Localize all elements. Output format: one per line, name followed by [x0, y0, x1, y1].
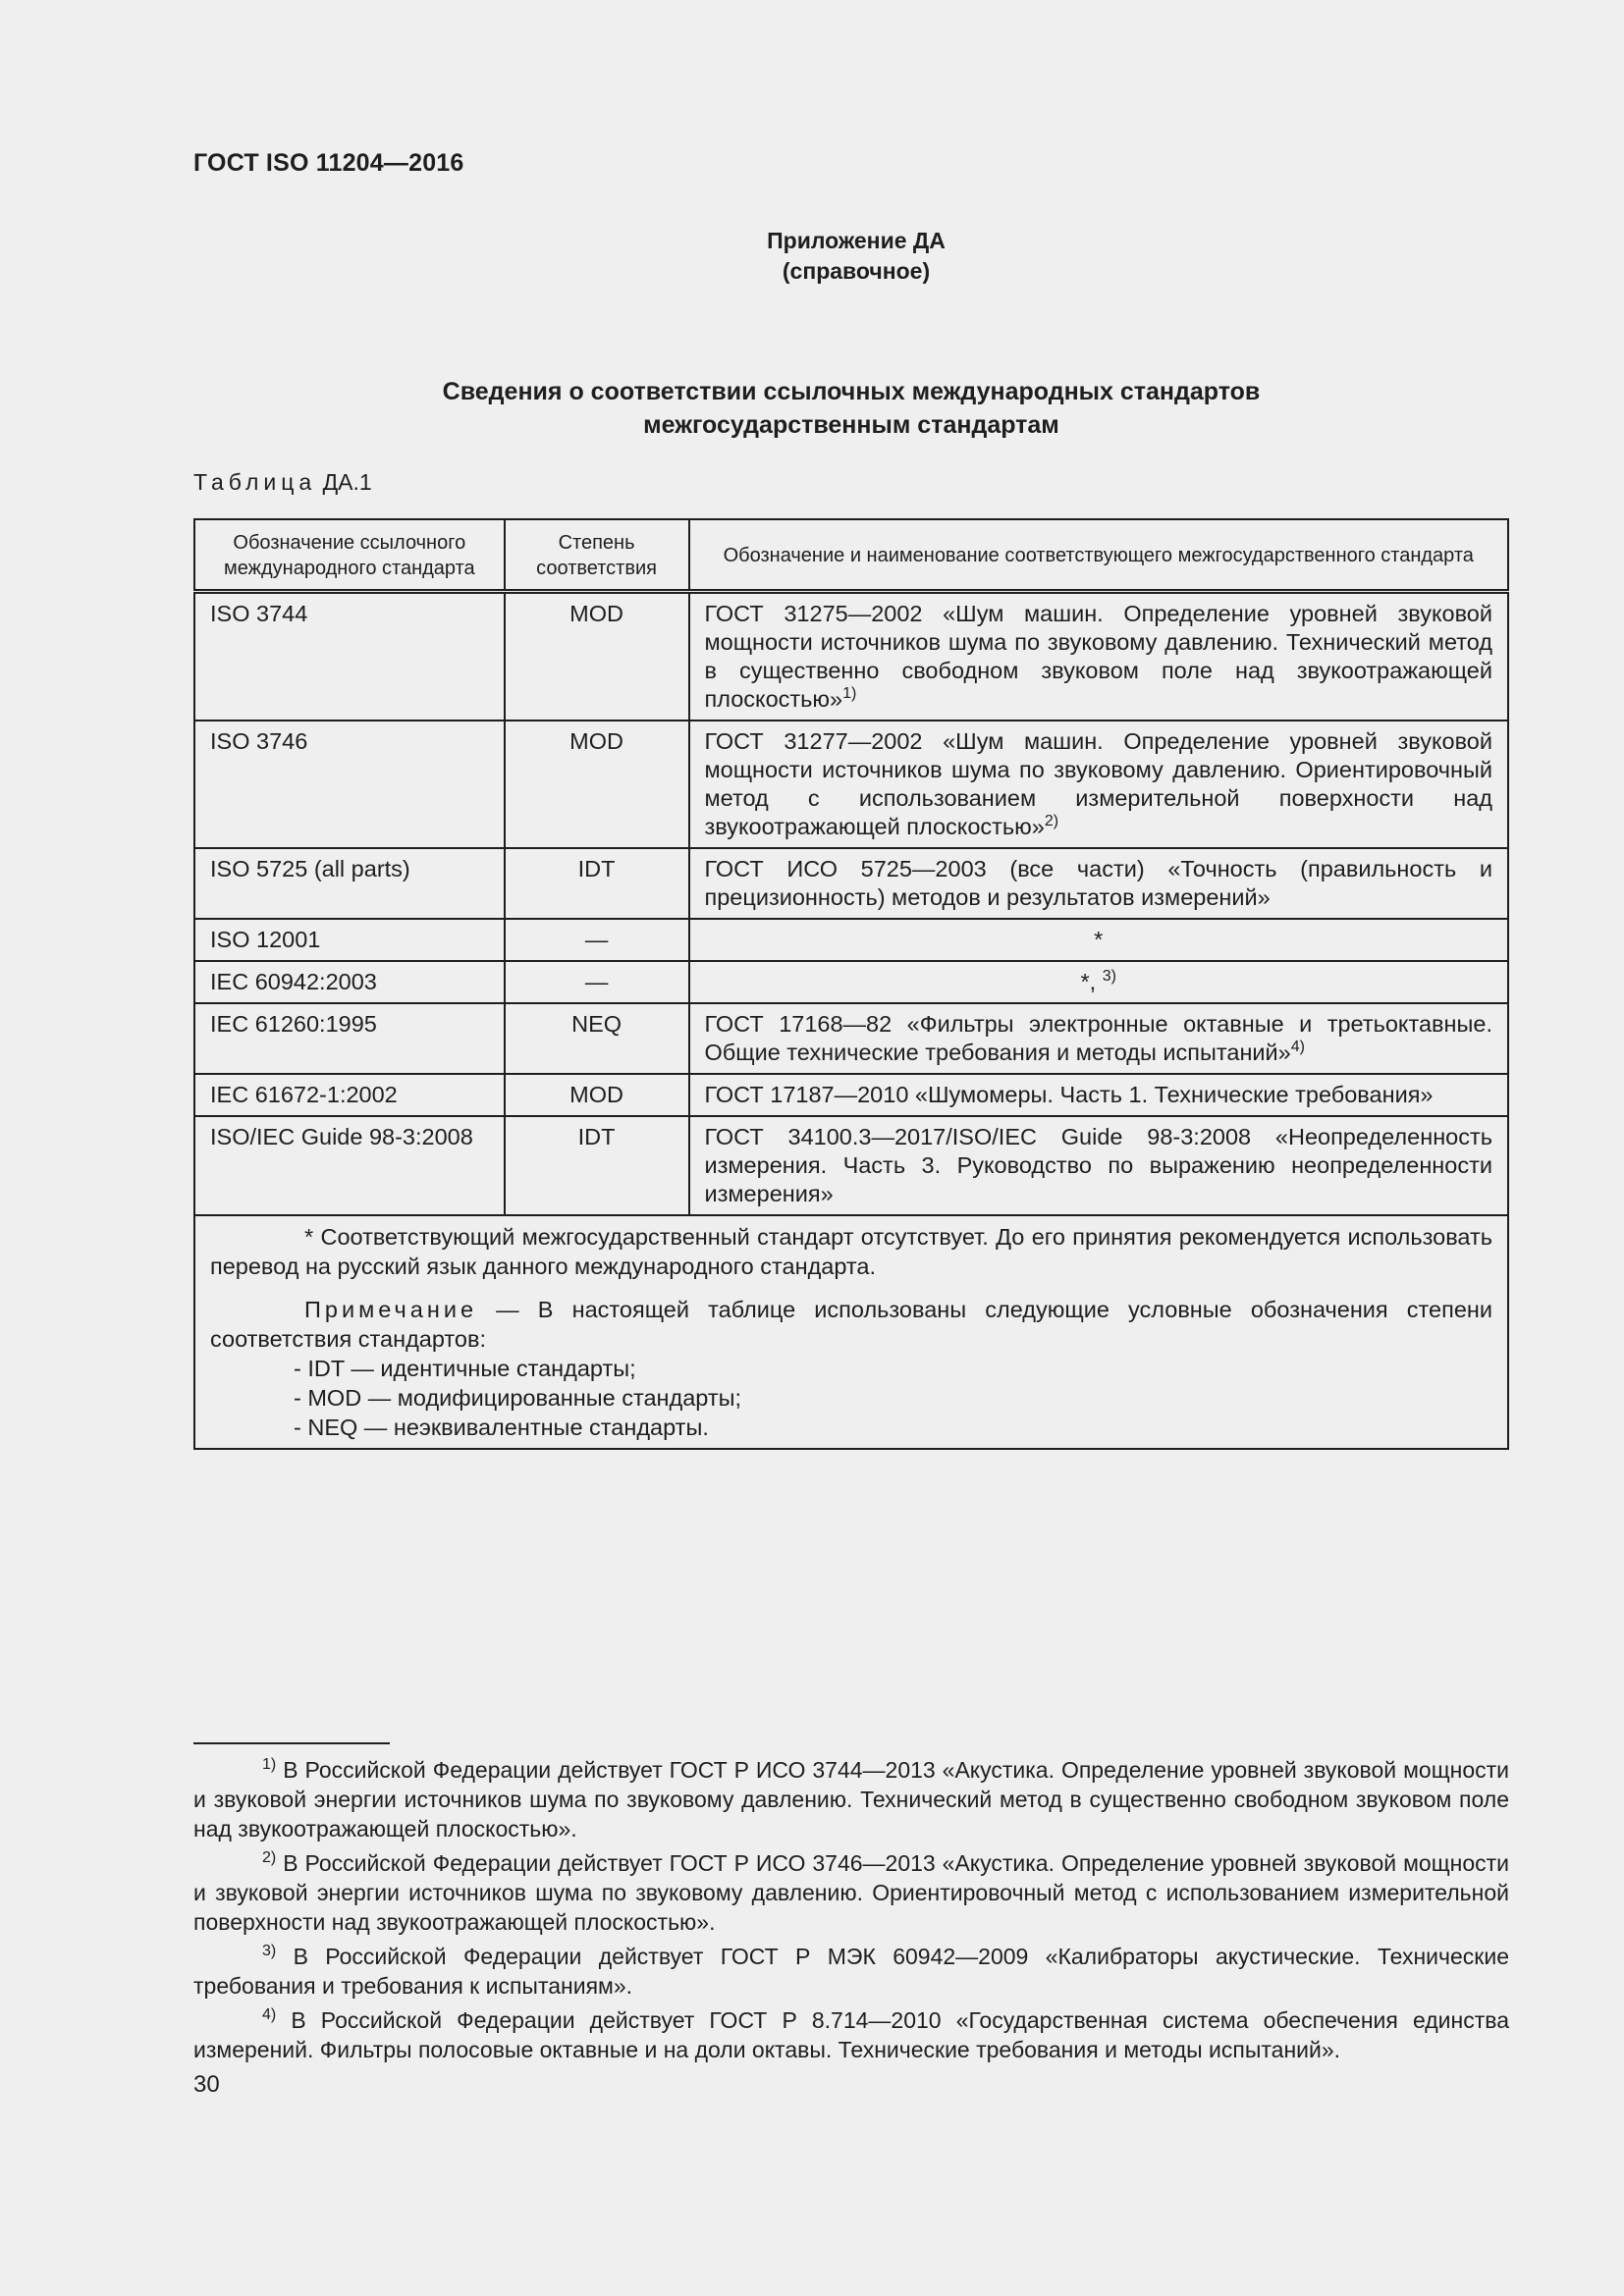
footnote-text: В Российской Федерации действует ГОСТ Р ИСО 3746—2013 «Акустика. Определение уровней звуковой мощности и звуковой энергии источников шума по звуковому давлению. Ориентировочный метод с использованием измерительной поверхности над звукоотражающей плоскостью».: [193, 1850, 1509, 1935]
list-item: - IDT — идентичные стандарты;: [294, 1356, 636, 1381]
footnote-text: В Российской Федерации действует ГОСТ Р МЭК 60942—2009 «Калибраторы акустические. Технические требования и требования к испытаниям».: [193, 1944, 1509, 1999]
standard-code-cell: ISO 12001: [194, 919, 505, 961]
note-text: — В настоящей таблице использованы следующие условные обозначения степени соответствия стандартов:: [210, 1297, 1492, 1352]
footnote-ref: 2): [1044, 813, 1059, 829]
table-row: [194, 961, 1508, 1003]
degree-cell: —: [505, 961, 689, 1003]
page-number: 30: [193, 2071, 220, 2098]
footnote: [193, 1942, 1509, 2001]
table-notes-row: [194, 1215, 1508, 1449]
table-caption-number: ДА.1: [322, 469, 372, 495]
footnote-ref: 3): [1102, 968, 1116, 985]
interstate-standard-text: ГОСТ 17187—2010 «Шумомеры. Часть 1. Технические требования»: [704, 1082, 1434, 1107]
footnote-mark: 3): [262, 1943, 277, 1959]
degree-cell: MOD: [505, 1074, 689, 1116]
degree-cell: IDT: [505, 1116, 689, 1215]
section-title-line-1: Сведения о соответствии ссылочных международных стандартов: [442, 378, 1261, 405]
footnote-mark: 4): [262, 2006, 277, 2023]
document-header: ГОСТ ISO 11204—2016: [193, 149, 464, 177]
footnote-divider: [193, 1742, 390, 1744]
table-row: [194, 848, 1508, 919]
interstate-standard-text: *: [1094, 927, 1104, 952]
interstate-standard-text: ГОСТ ИСО 5725—2003 (все части) «Точность (правильность и прецизионность) методов и результатов измерений»: [704, 856, 1492, 910]
interstate-standard-text: ГОСТ 31275—2002 «Шум машин. Определение уровней звуковой мощности источников шума по звуковому давлению. Технический метод в существенно свободном звуковом поле над звукоотражающей плоскостью»: [704, 601, 1492, 712]
table-row: [194, 1116, 1508, 1215]
interstate-standard-cell: [689, 1116, 1509, 1215]
table-caption-label: Таблица: [193, 469, 317, 495]
footnote-text: В Российской Федерации действует ГОСТ Р 8.714—2010 «Государственная система обеспечения единства измерений. Фильтры полосовые октавные и на доли октавы. Технические требования и методы испытаний».: [193, 2007, 1509, 2062]
standard-code-cell: IEC 60942:2003: [194, 961, 505, 1003]
standard-code-cell: ISO 3746: [194, 721, 505, 848]
interstate-standard-cell: [689, 961, 1509, 1003]
interstate-standard-cell: [689, 1003, 1509, 1074]
footnotes: [193, 1755, 1509, 2069]
list-item: - MOD — модифицированные стандарты;: [294, 1385, 742, 1411]
list-item: - NEQ — неэквивалентные стандарты.: [294, 1415, 709, 1440]
degree-cell: MOD: [505, 592, 689, 721]
footnote: [193, 1755, 1509, 1843]
header-degree: Степень соответствия: [505, 519, 689, 592]
footnote-mark: 2): [262, 1849, 277, 1866]
table-row: [194, 721, 1508, 848]
section-title: [193, 375, 1509, 442]
correspondence-table: [193, 518, 1509, 1450]
section-title-line-2: межгосударственным стандартам: [643, 411, 1059, 439]
star-note: * Соответствующий межгосударственный стандарт отсутствует. До его принятия рекомендуется использовать перевод на русский язык данного международного стандарта.: [210, 1224, 1492, 1279]
interstate-standard-cell: [689, 1074, 1509, 1116]
interstate-standard-text: ГОСТ 31277—2002 «Шум машин. Определение уровней звуковой мощности источников шума по звуковому давлению. Ориентировочный метод с использованием измерительной поверхности над звукоотражающей плоскостью»: [704, 728, 1492, 839]
table-note: [210, 1295, 1492, 1354]
standard-code-cell: ISO 3744: [194, 592, 505, 721]
table-caption: [193, 469, 372, 496]
degree-cell: —: [505, 919, 689, 961]
interstate-standard-text: ГОСТ 17168—82 «Фильтры электронные октавные и третьоктавные. Общие технические требования и методы испытаний»: [704, 1011, 1492, 1065]
header-interstate-standard: Обозначение и наименование соответствующего межгосударственного стандарта: [689, 519, 1509, 592]
interstate-standard-text: *,: [1080, 969, 1097, 994]
table-header-row: [194, 519, 1508, 592]
footnote-mark: 1): [262, 1756, 277, 1773]
interstate-standard-text: ГОСТ 34100.3—2017/ISO/IEC Guide 98-3:2008 «Неопределенность измерения. Часть 3. Руководство по выражению неопределенности измерения»: [704, 1124, 1492, 1206]
table-row: [194, 919, 1508, 961]
header-reference-standard: Обозначение ссылочного международного стандарта: [194, 519, 505, 592]
note-label: Примечание: [304, 1297, 478, 1322]
table-row: [194, 1074, 1508, 1116]
degree-cell: IDT: [505, 848, 689, 919]
degree-cell: MOD: [505, 721, 689, 848]
standard-code-cell: IEC 61260:1995: [194, 1003, 505, 1074]
footnote: [193, 1848, 1509, 1937]
footnote-text: В Российской Федерации действует ГОСТ Р ИСО 3744—2013 «Акустика. Определение уровней звуковой мощности и звуковой энергии источников шума по звуковому давлению. Технический метод в существенно свободном звуковом поле над звукоотражающей плоскостью».: [193, 1757, 1509, 1842]
table-row: [194, 592, 1508, 721]
appendix-subtitle: (справочное): [782, 258, 931, 284]
interstate-standard-cell: [689, 848, 1509, 919]
table-row: [194, 1003, 1508, 1074]
standard-code-cell: ISO/IEC Guide 98-3:2008: [194, 1116, 505, 1215]
appendix-title: Приложение ДА: [767, 228, 946, 253]
footnote-ref: 4): [1290, 1039, 1305, 1055]
degree-cell: NEQ: [505, 1003, 689, 1074]
standard-code-cell: IEC 61672-1:2002: [194, 1074, 505, 1116]
interstate-standard-cell: [689, 919, 1509, 961]
standard-code-cell: ISO 5725 (all parts): [194, 848, 505, 919]
interstate-standard-cell: [689, 721, 1509, 848]
interstate-standard-cell: [689, 592, 1509, 721]
footnote: [193, 2005, 1509, 2064]
table-notes-cell: [194, 1215, 1508, 1449]
appendix-heading: [0, 226, 1624, 287]
footnote-ref: 1): [842, 685, 857, 702]
